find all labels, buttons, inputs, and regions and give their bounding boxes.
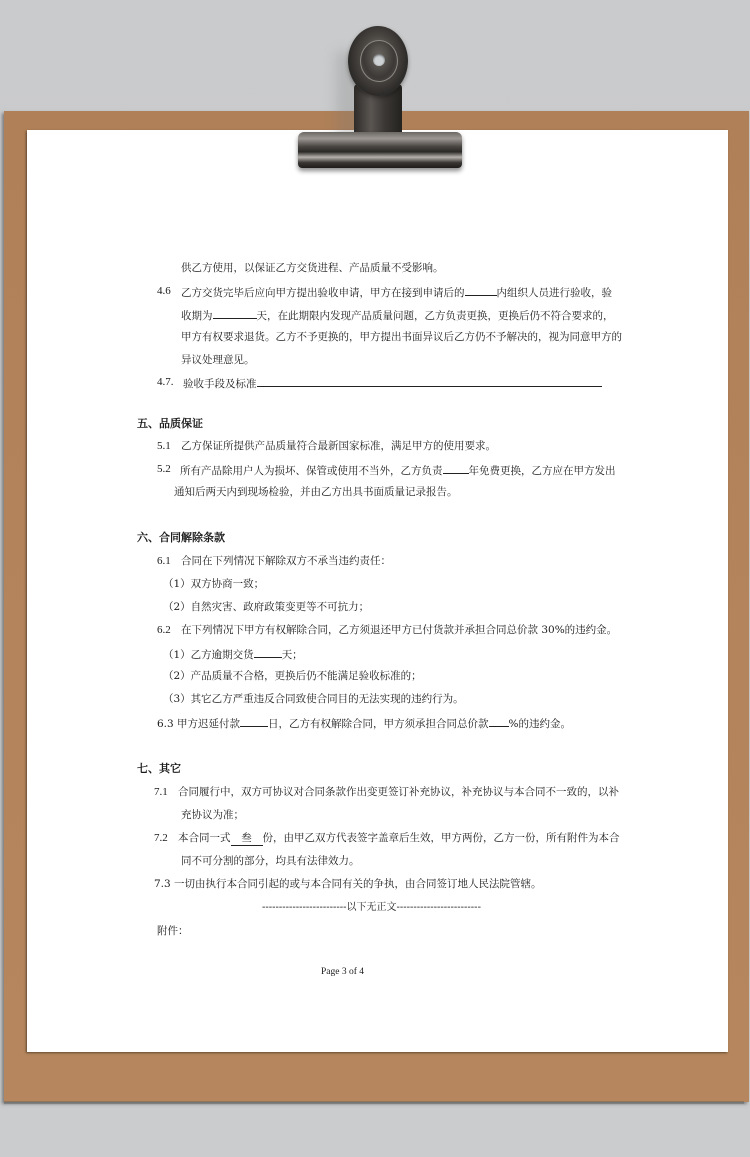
clause-6-1: 合同在下列情况下解除双方不承当违约责任： — [181, 555, 391, 567]
clause-4-5-continuation: 供乙方使用，以保证乙方交货进程、产品质量不受影响。 — [181, 262, 444, 274]
blank-field-warranty-years[interactable] — [443, 462, 469, 474]
section-heading-6: 六、合同解除条款 — [137, 531, 225, 544]
clause-6-2-item-1: （1）乙方逾期交货 天； — [163, 646, 303, 662]
clause-number: 4.6 — [157, 285, 171, 297]
blank-field-acceptance-period[interactable] — [213, 307, 257, 319]
clause-5-1: 乙方保证所提供产品质量符合最新国家标准，满足甲方的使用要求。 — [181, 440, 496, 452]
clause-4-6-line-3: 甲方有权要求退货。乙方不予更换的，甲方提出书面异议后乙方仍不予解决的，视为同意甲方的 — [181, 331, 622, 343]
clause-number: 7.2 — [154, 832, 168, 844]
clause-6-2-item-3: （3）其它乙方严重违反合同致使合同目的无法实现的违约行为。 — [163, 693, 464, 705]
clause-number: 5.1 — [157, 440, 171, 452]
clause-5-2-line-1: 所有产品除用户人为损坏、保管或使用不当外，乙方负责 年免费更换，乙方应在甲方发出 — [180, 462, 616, 478]
attachment-label: 附件： — [157, 925, 189, 937]
clause-7-2-line-1: 本合同一式 叁 份，由甲乙双方代表签字盖章后生效，甲方两份，乙方一份，所有附件为本合 — [178, 832, 620, 844]
clause-number: 6.1 — [157, 555, 171, 567]
clip-hole — [373, 54, 385, 66]
end-of-text-marker: -------------------------以下无正文------------------------- — [262, 902, 481, 913]
blank-field-days[interactable] — [465, 284, 497, 296]
clause-4-6-line-2: 收期为 天，在此期限内发现产品质量问题，乙方负责更换，更换后仍不符合要求的， — [181, 307, 614, 323]
clause-7-1-line-2: 充协议为准； — [181, 809, 244, 821]
clip-jaw — [298, 132, 462, 168]
blank-field-payment-delay-days[interactable] — [240, 715, 268, 727]
clipboard-shadow — [4, 1101, 744, 1104]
contract-body — [27, 130, 728, 1052]
clause-4-6-line-1: 乙方交货完毕后应向甲方提出验收申请，甲方在接到申请后的 内组织人员进行验收，验 — [181, 284, 612, 300]
clause-6-1-item-2: （2）自然灾害、政府政策变更等不可抗力； — [163, 601, 370, 613]
clause-number: 4.7. — [157, 376, 174, 388]
clause-6-2-item-2: （2）产品质量不合格，更换后仍不能满足验收标准的； — [163, 670, 422, 682]
clause-6-3: 6.3 甲方迟延付款 日，乙方有权解除合同，甲方须承担合同总价款 %的违约金。 — [157, 715, 571, 731]
clause-6-2: 在下列情况下甲方有权解除合同，乙方须退还甲方已付货款并承担合同总价款 30%的违约金。 — [181, 624, 618, 636]
blank-field-acceptance-standard[interactable] — [257, 375, 602, 387]
clause-4-7: 验收手段及标准 — [183, 375, 602, 391]
clause-4-6-line-4: 异议处理意见。 — [181, 354, 255, 366]
section-heading-7: 七、其它 — [137, 762, 181, 775]
blank-field-delay-days[interactable] — [254, 646, 282, 658]
copies-count-field[interactable]: 叁 — [231, 831, 263, 846]
clause-7-2-line-2: 同不可分割的部分，均具有法律效力。 — [181, 855, 360, 867]
clause-number: 7.1 — [154, 786, 168, 798]
clause-number: 6.2 — [157, 624, 171, 636]
page-indicator: Page 3 of 4 — [321, 967, 365, 977]
blank-field-penalty-percent[interactable] — [489, 715, 509, 727]
clip-ring-icon — [348, 26, 408, 96]
clause-7-1-line-1: 合同履行中，双方可协议对合同条款作出变更签订补充协议，补充协议与本合同不一致的，以补 — [178, 786, 619, 798]
clause-6-1-item-1: （1）双方协商一致； — [163, 578, 265, 590]
document-page — [27, 130, 728, 1052]
clause-number: 5.2 — [157, 463, 171, 475]
clause-5-2-line-2: 通知后两天内到现场检验，并由乙方出具书面质量记录报告。 — [174, 486, 458, 498]
binder-clip — [296, 22, 464, 172]
section-heading-5: 五、品质保证 — [137, 417, 203, 430]
clause-7-3: 7.3 一切由执行本合同引起的或与本合同有关的争执，由合同签订地人民法院管辖。 — [154, 878, 542, 890]
